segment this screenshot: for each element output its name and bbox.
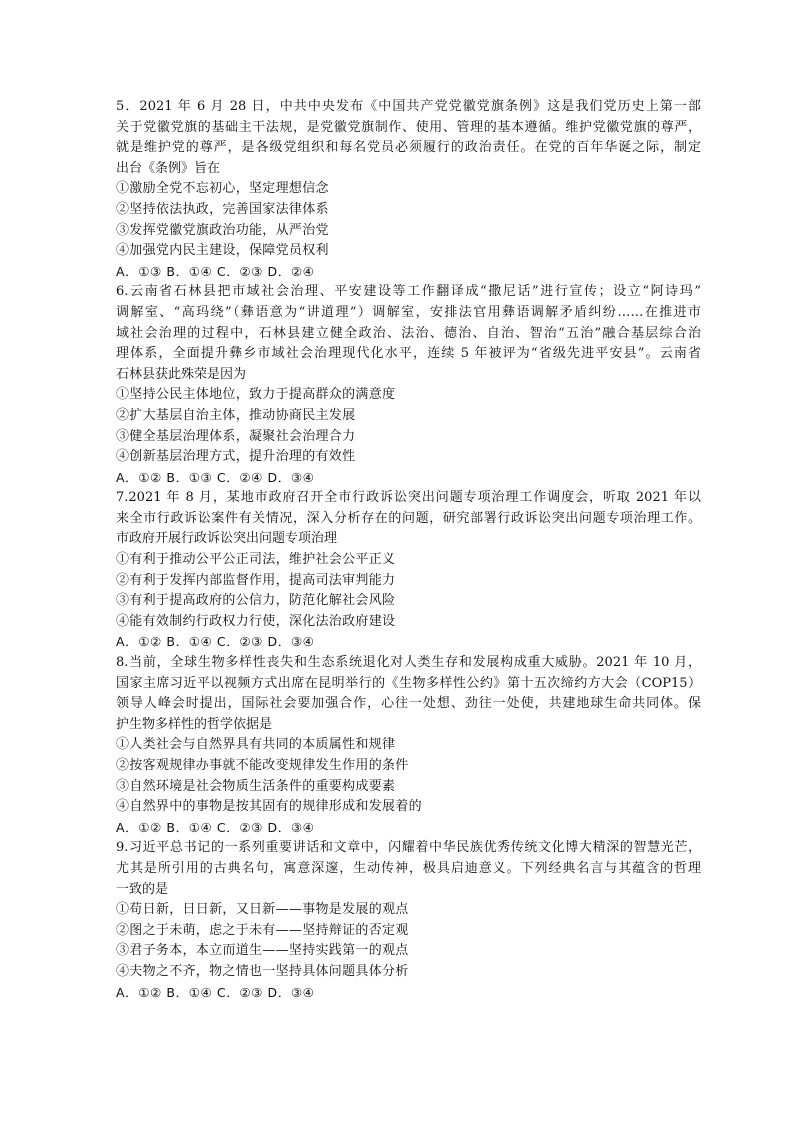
question-stem-line: 调解室、“高玛绕”（彝语意为“讲道理”）调解室，安排法官用彝语调解矛盾纠纷……在推进市 [116,304,701,320]
question-stem-line: 6.云南省石林县把市域社会治理、平安建设等工作翻译成“撒尼话”进行宣传；设立“阿诗玛” [116,284,701,300]
question-stem-line: 关于党徽党旗的基础主干法规，是党徽党旗制作、使用、管理的基本遵循。维护党徽党旗的尊严， [116,119,701,135]
option-3: ③有利于提高政府的公信力，防范化解社会风险 [116,593,396,609]
question-stem-line: 域社会治理的过程中，石林县建立健全政治、法治、德治、自治、智治“五治”融合基层综合治 [116,325,701,341]
question-stem-line: 就是维护党的尊严，是各级党组织和每名党员必须履行的政治责任。在党的百年华诞之际，制定 [116,140,701,156]
question-6 [116,282,701,488]
question-stem-line: 7.2021 年 8 月，某地市政府召开全市行政诉讼突出问题专项治理工作调度会，听取 2021 年以 [116,490,701,506]
option-2: ②图之于未萌，虑之于未有——坚持辩证的否定观 [116,922,409,938]
question-9 [116,838,701,1003]
option-2: ②按客观规律办事就不能改变规律发生作用的条件 [116,758,409,773]
question-5 [116,97,701,282]
question-8 [116,653,701,838]
option-2: ②有利于发挥内部监督作用，提高司法审判能力 [116,572,396,588]
question-stem-line: 护生物多样性的哲学依据是 [116,716,273,732]
option-3: ③健全基层治理体系，凝聚社会治理合力 [116,428,356,444]
question-stem-line: 9.习近平总书记的一系列重要讲话和文章中，闪耀着中华民族优秀传统文化博大精深的智慧光芒， [116,840,701,856]
option-4: ④能有效制约行政权力行使，深化法治政府建设 [116,613,396,629]
option-4: ④夫物之不齐，物之情也一坚持具体问题具体分析 [116,963,409,979]
option-3: ③君子务本，本立而道生——坚持实践第一的观点 [116,943,409,959]
question-stem-line: 一致的是 [116,881,169,897]
option-4: ④自然界中的事物是按其固有的规律形成和发展着的 [116,799,422,815]
option-3: ③发挥党徽党旗政治功能，从严治党 [116,222,329,238]
question-stem-line: 国家主席习近平以视频方式出席在昆明举行的《生物多样性公约》第十五次缔约方大会（COP15） [116,675,701,691]
option-2: ②扩大基层自治主体，推动协商民主发展 [116,407,356,423]
question-stem-line: 出台《条例》旨在 [116,160,221,176]
option-1: ①苟日新，日日新，又日新——事物是发展的观点 [116,902,409,918]
question-stem-line: 石林县获此殊荣是因为 [116,366,247,382]
option-3: ③自然环境是社会物质生活条件的重要构成要素 [116,778,396,794]
question-stem-line: 5．2021 年 6 月 28 日，中共中央发布《中国共产党党徽党旗条例》这是我们党历史上第一部 [116,99,701,114]
option-1: ①人类社会与自然界具有共同的本质属性和规律 [116,737,396,753]
option-4: ④创新基层治理方式，提升治理的有效性 [116,449,356,465]
answer-choices: A．①③ B．①④ C．②③ D．②④ [116,263,315,279]
option-1: ①激励全党不忘初心，坚定理想信念 [116,181,329,197]
answer-choices: A．①② B．①④ C．②③ D．③④ [116,984,315,1000]
option-1: ①有利于推动公平公正司法，维护社会公平正义 [116,552,396,568]
question-stem-line: 8.当前，全球生物多样性丧失和生态系统退化对人类生存和发展构成重大威胁。2021 年 10 月， [116,655,701,671]
question-stem-line: 领导人峰会时提出，国际社会要加强合作，心往一处想、劲往一处使，共建地球生命共同体。保 [116,696,701,712]
question-stem-line: 市政府开展行政诉讼突出问题专项治理 [116,531,338,547]
option-2: ②坚持依法执政，完善国家法律体系 [116,201,329,217]
exam-page [116,97,701,1003]
question-7 [116,488,701,653]
answer-choices: A．①② B．①④ C．②③ D．③④ [116,819,315,835]
question-stem-line: 理体系，全面提升彝乡市域社会治理现代化水平，连续 5 年被评为“省级先进平安县”。云南省 [116,346,701,362]
answer-choices: A．①② B．①④ C．②③ D．③④ [116,634,315,650]
answer-choices: A．①② B．①③ C．②④ D．③④ [116,469,315,485]
option-1: ①坚持公民主体地位，致力于提高群众的满意度 [116,387,396,403]
question-stem-line: 来全市行政诉讼案件有关情况，深入分析存在的问题，研究部署行政诉讼突出问题专项治理工作。 [116,510,701,526]
question-stem-line: 尤其是所引用的古典名句，寓意深邃，生动传神，极具启迪意义。下列经典名言与其蕴含的哲理 [116,860,701,876]
option-4: ④加强党内民主建设，保障党员权利 [116,243,329,259]
